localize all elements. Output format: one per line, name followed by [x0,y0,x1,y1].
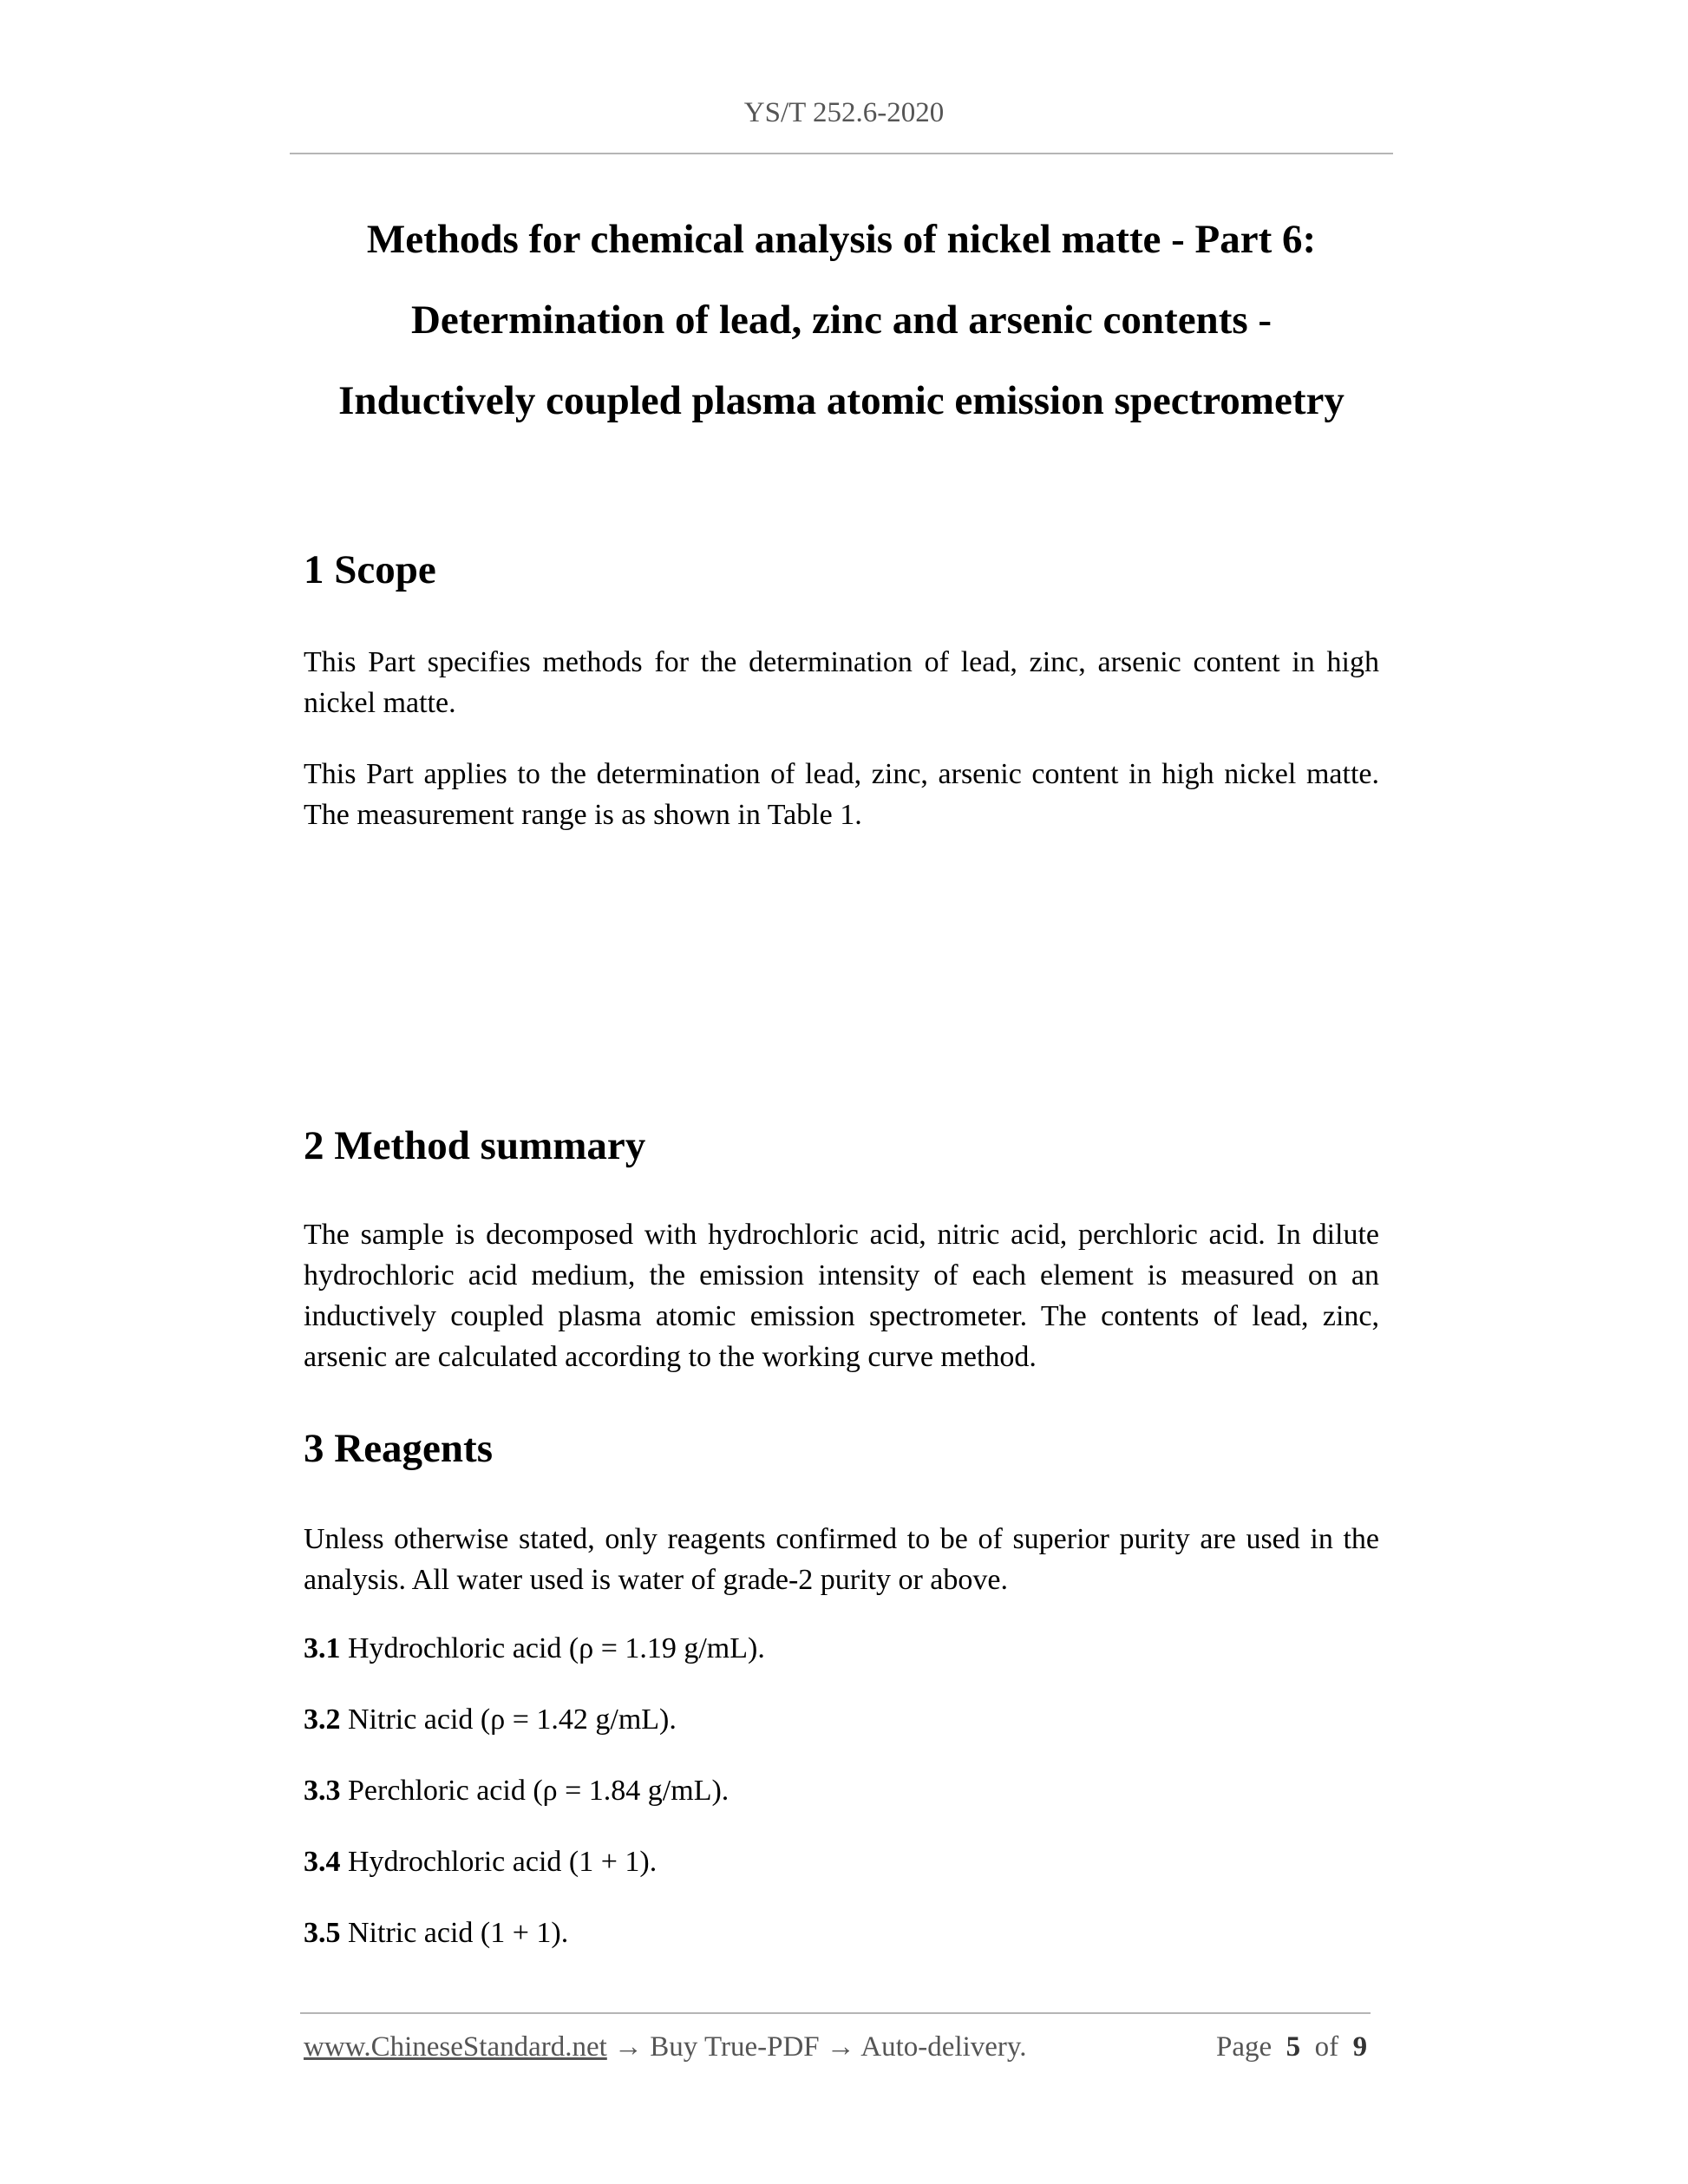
reagent-item-text: Hydrochloric acid (1 + 1). [340,1846,658,1878]
header-divider [290,153,1393,154]
reagent-item-number: 3.2 [304,1703,341,1736]
current-page-number: 5 [1286,2031,1301,2063]
document-title [286,199,1397,441]
reagent-item-text: Perchloric acid (ρ = 1.84 g/mL). [340,1775,730,1807]
reagent-item-number: 3.3 [304,1775,341,1807]
section-heading-reagents: 3 Reagents [304,1426,493,1471]
reagent-item-number: 3.4 [304,1846,341,1878]
page-indicator [1216,2031,1367,2063]
page-label: Page [1216,2031,1273,2063]
reagent-item [304,1846,657,1879]
footer-promo-text: → Buy True-PDF → Auto-delivery. [606,2031,1027,2063]
reagent-item [304,1703,677,1736]
scope-paragraph-2: This Part applies to the determination of lead, zinc, arsenic content in high nickel matte. The measurement range is as shown in Table 1. [304,758,1379,831]
reagent-item [304,1632,765,1665]
reagent-item-number: 3.5 [304,1917,341,1949]
scope-paragraph-1: This Part specifies methods for the determination of lead, zinc, arsenic content in high nickel matte. [304,646,1379,719]
section-heading-method-summary: 2 Method summary [304,1123,646,1168]
page-of-label: of [1314,2031,1339,2063]
title-line-1: Methods for chemical analysis of nickel matte - Part 6: [366,217,1317,262]
reagent-item-text: Nitric acid (1 + 1). [340,1917,569,1949]
reagent-item-number: 3.1 [304,1632,341,1664]
footer-promo [304,2031,1027,2063]
reagent-item-text: Hydrochloric acid (ρ = 1.19 g/mL). [340,1632,765,1664]
document-code-header: YS/T 252.6-2020 [743,97,945,128]
method-summary-paragraph: The sample is decomposed with hydrochloric acid, nitric acid, perchloric acid. In dilute hydrochloric acid medium, the emission intensity of each element is measured on an inductively coupled plasma atomic emission spectrometer. The contents of lead, zinc, arsenic are calculated according to the working curve method. [304,1219,1379,1373]
title-line-3: Inductively coupled plasma atomic emission spectrometry [338,378,1345,423]
reagent-item [304,1775,729,1808]
footer-divider [300,2012,1371,2014]
title-line-2: Determination of lead, zinc and arsenic contents - [410,298,1273,343]
section-heading-scope: 1 Scope [304,547,436,592]
website-link[interactable]: www.ChineseStandard.net [304,2031,607,2063]
reagents-paragraph: Unless otherwise stated, only reagents confirmed to be of superior purity are used in the analysis. All water used is water of grade-2 purity or above. [304,1523,1379,1596]
total-pages-number: 9 [1352,2031,1368,2063]
reagent-item [304,1917,568,1950]
reagent-item-text: Nitric acid (ρ = 1.42 g/mL). [340,1703,677,1736]
